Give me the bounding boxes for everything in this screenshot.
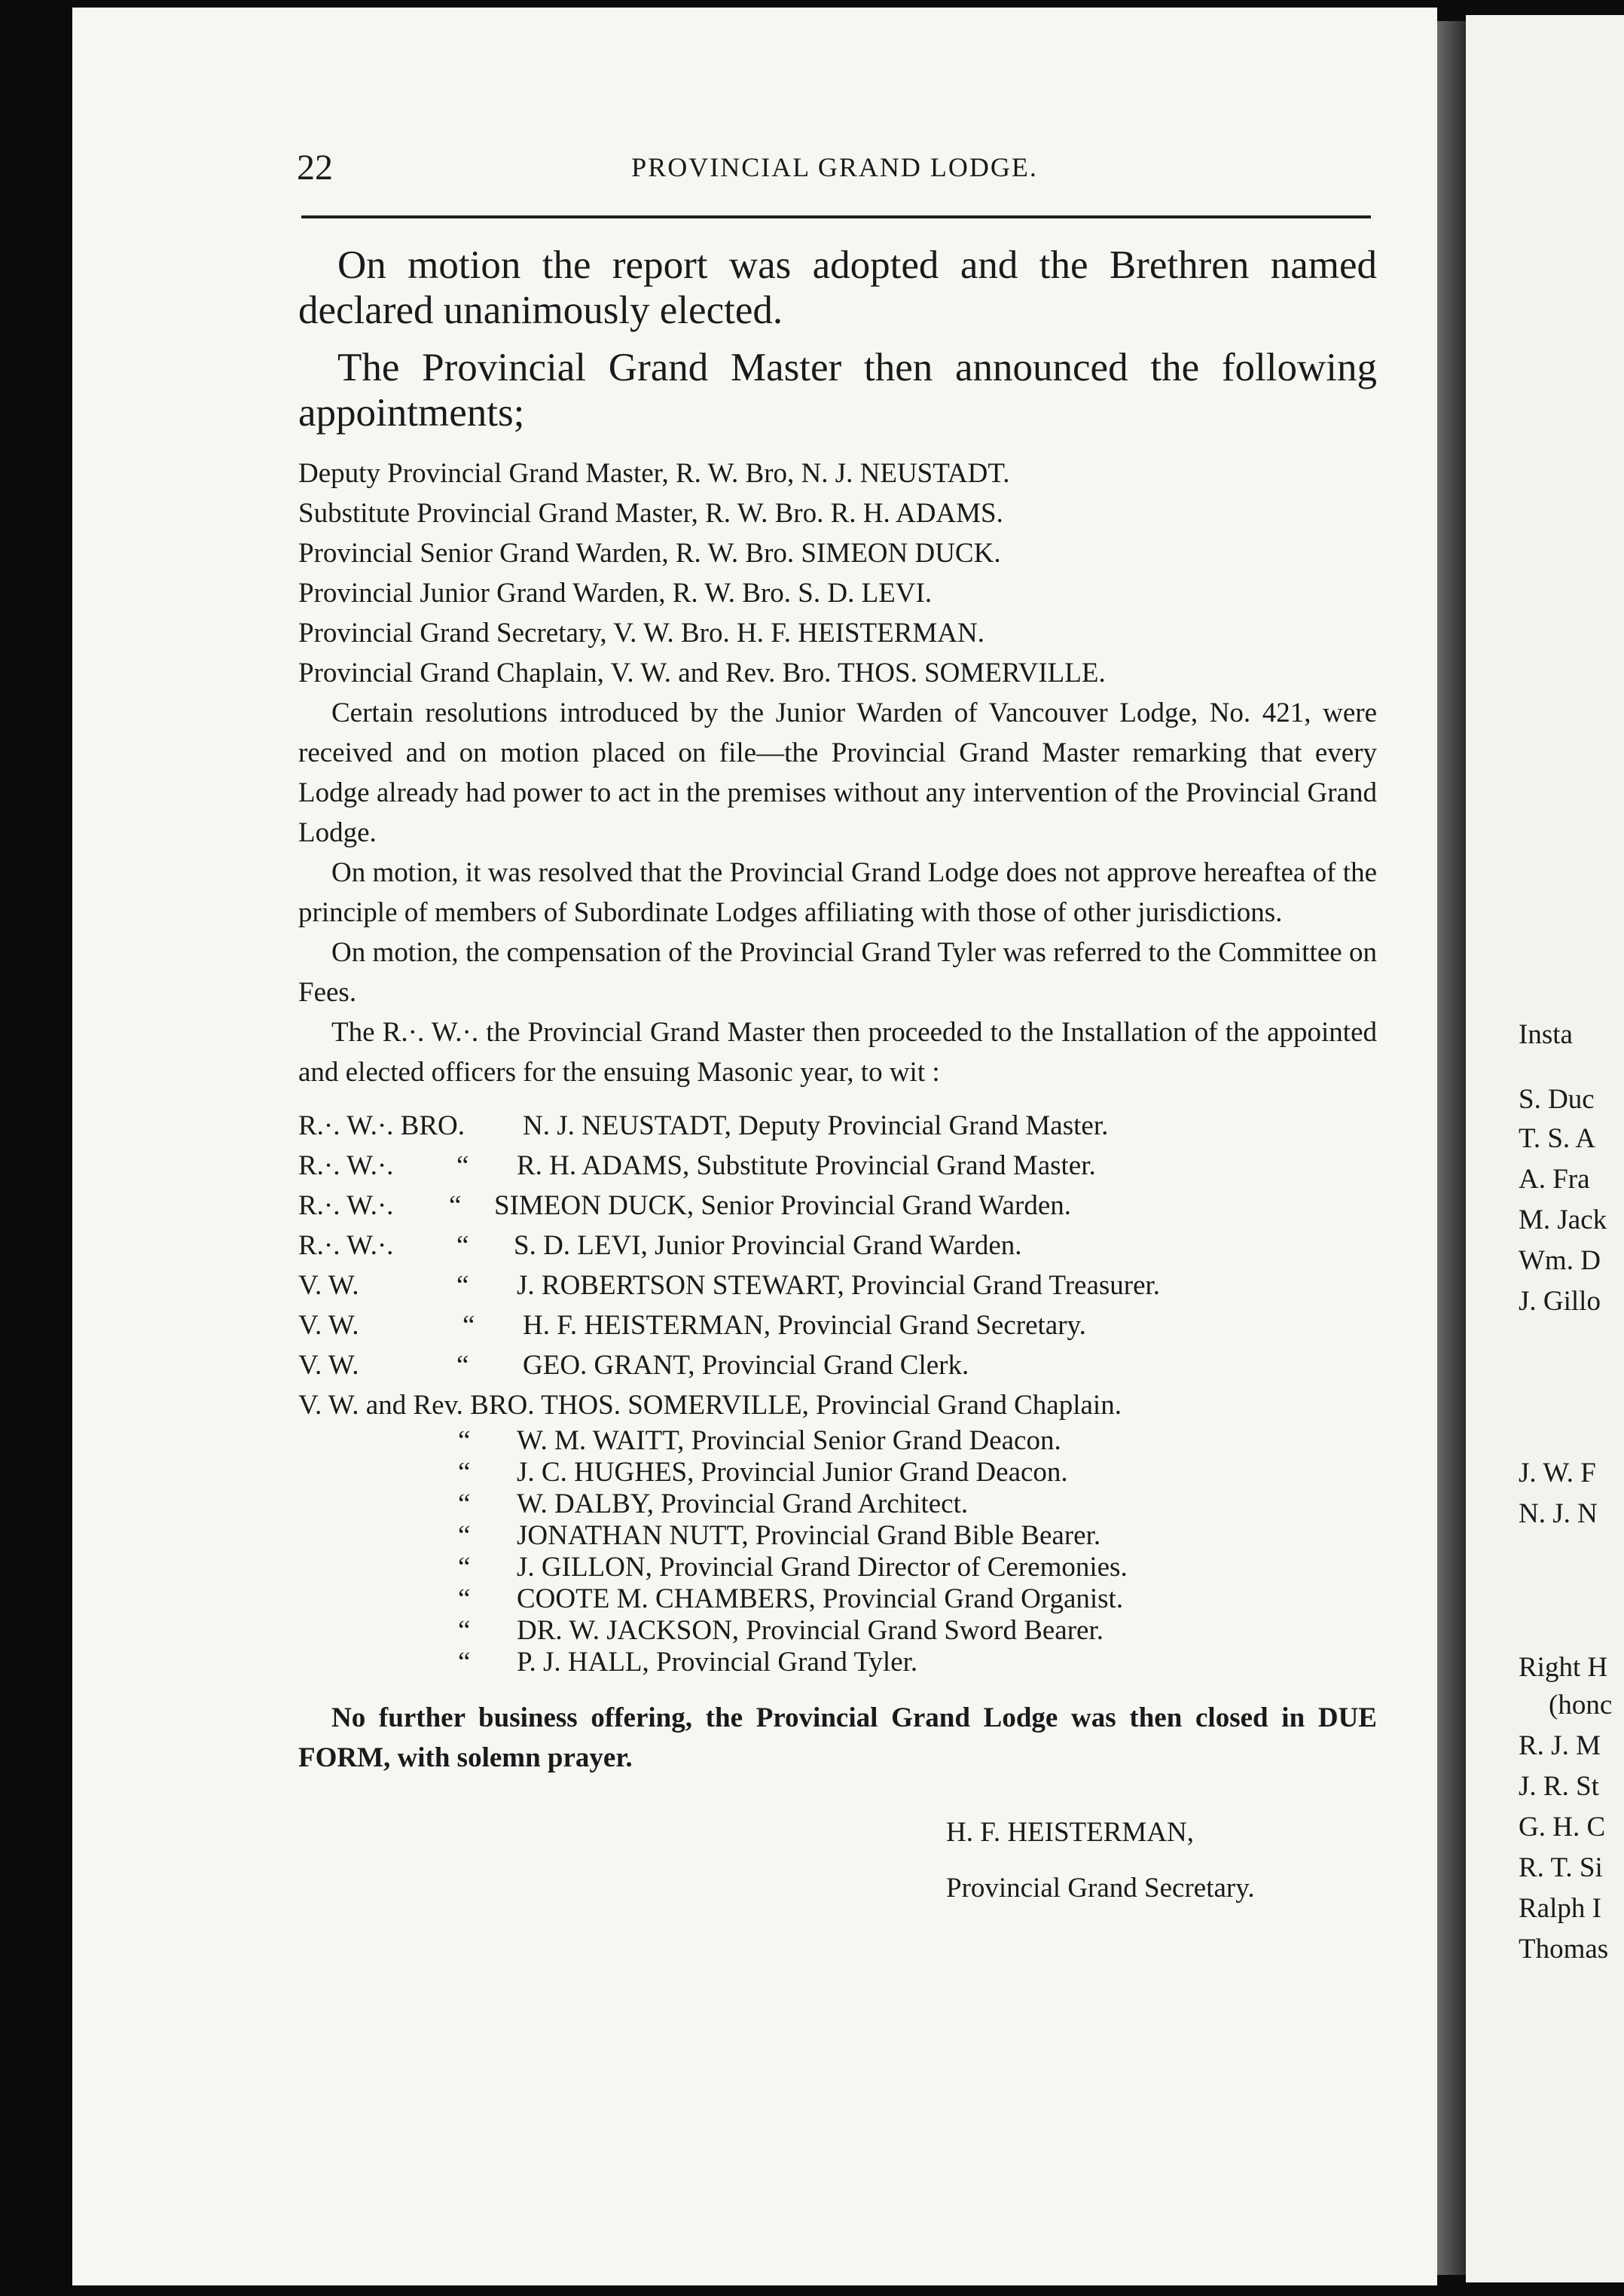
ditto-mark: “ xyxy=(458,1457,471,1488)
right-line: J. Gillo xyxy=(1519,1286,1601,1317)
ditto-mark: “ xyxy=(458,1552,471,1583)
roster-name: J. C. HUGHES, Provincial Junior Grand Deacon. xyxy=(517,1457,1068,1488)
page-header xyxy=(297,147,1372,192)
roster-row xyxy=(298,1146,1377,1186)
page-body xyxy=(298,243,1377,1916)
ditto-mark: “ xyxy=(458,1425,471,1456)
roster-rank: R.·. W.·. BRO. xyxy=(298,1110,466,1141)
appointment-line: Provincial Junior Grand Warden, R. W. Bro. S. D. LEVI. xyxy=(298,578,933,609)
roster-name: JONATHAN NUTT, Provincial Grand Bible Bearer. xyxy=(517,1520,1101,1551)
roster-name: GEO. GRANT, Provincial Grand Clerk. xyxy=(523,1350,969,1381)
header-rule xyxy=(301,215,1371,218)
resolution-paragraph: On motion, the compensation of the Provincial Grand Tyler was referred to the Committee on Fees. xyxy=(298,937,1377,1008)
right-line: R. T. Si xyxy=(1519,1852,1603,1883)
appointment-line: Provincial Grand Chaplain, V. W. and Rev. Bro. THOS. SOMERVILLE. xyxy=(298,658,1106,688)
appointment-line: Provincial Grand Secretary, V. W. Bro. H. F. HEISTERMAN. xyxy=(298,618,984,649)
right-line: Thomas xyxy=(1519,1934,1609,1965)
roster-row xyxy=(298,1520,1377,1552)
right-line: N. J. N xyxy=(1519,1498,1598,1529)
right-line: Wm. D xyxy=(1519,1245,1601,1276)
right-line: A. Fra xyxy=(1519,1164,1590,1195)
roster-row xyxy=(298,1226,1377,1266)
roster-row xyxy=(298,1647,1377,1678)
roster-row xyxy=(298,1425,1377,1457)
roster-name: SIMEON DUCK, Senior Provincial Grand Warden. xyxy=(494,1190,1072,1221)
roster-name: DR. W. JACKSON, Provincial Grand Sword Bearer. xyxy=(517,1615,1104,1646)
right-line: Insta xyxy=(1519,1019,1573,1050)
ditto-mark: “ xyxy=(456,1230,469,1261)
roster-row xyxy=(298,1583,1377,1615)
signature-title: Provincial Grand Secretary. xyxy=(946,1873,1255,1904)
roster-row xyxy=(298,1457,1377,1488)
roster-row xyxy=(298,1488,1377,1520)
running-title: PROVINCIAL GRAND LODGE. xyxy=(631,152,1038,182)
ditto-mark: “ xyxy=(456,1350,469,1381)
roster-chaplain-line: V. W. and Rev. BRO. THOS. SOMERVILLE, Provincial Grand Chaplain. xyxy=(298,1390,1122,1421)
signature-block xyxy=(946,1805,1377,1916)
roster-name: J. GILLON, Provincial Grand Director of Ceremonies. xyxy=(517,1552,1128,1583)
roster-row xyxy=(298,1186,1377,1226)
lead-paragraph: On motion the report was adopted and the Brethren named declared unanimously elected. xyxy=(298,243,1377,332)
right-line: J. R. St xyxy=(1519,1771,1599,1802)
closing-paragraph: No further business offering, the Provincial Grand Lodge was then closed in DUE FORM, with solemn prayer. xyxy=(298,1702,1377,1773)
right-line: (honc xyxy=(1549,1690,1613,1720)
installation-paragraph: The R.·. W.·. the Provincial Grand Master then proceeded to the Installation of the appointed and elected officers for the ensuing Masonic year, to wit : xyxy=(298,1017,1377,1088)
right-line: M. Jack xyxy=(1519,1204,1607,1235)
ditto-mark: “ xyxy=(456,1150,469,1181)
right-line: Right H xyxy=(1519,1652,1608,1683)
roster-name: P. J. HALL, Provincial Grand Tyler. xyxy=(517,1647,918,1678)
right-line: T. S. A xyxy=(1519,1123,1596,1154)
resolution-paragraph: Certain resolutions introduced by the Junior Warden of Vancouver Lodge, No. 421, were received and on motion placed on file—the Provincial Grand Master remarking that every Lodge already had power to act in the premises without any intervention of the Provincial Grand Lodge. xyxy=(298,698,1377,848)
roster-row xyxy=(298,1266,1377,1305)
ditto-mark: “ xyxy=(462,1310,475,1341)
roster-rank: R.·. W.·. xyxy=(298,1150,394,1181)
roster-row xyxy=(298,1106,1377,1146)
roster-rank: V. W. xyxy=(298,1350,359,1381)
appointment-line: Provincial Senior Grand Warden, R. W. Bro. SIMEON DUCK. xyxy=(298,538,1001,569)
ditto-mark: “ xyxy=(458,1615,471,1646)
roster-name: J. ROBERTSON STEWART, Provincial Grand Treasurer. xyxy=(517,1270,1161,1301)
right-page xyxy=(1466,15,1624,2282)
right-line: S. Duc xyxy=(1519,1084,1595,1115)
roster-rank: V. W. xyxy=(298,1310,359,1341)
right-line: G. H. C xyxy=(1519,1812,1606,1843)
roster-name: W. M. WAITT, Provincial Senior Grand Deacon. xyxy=(517,1425,1061,1456)
book-spine xyxy=(1437,21,1466,2275)
ditto-mark: “ xyxy=(456,1270,469,1301)
ditto-mark: “ xyxy=(458,1520,471,1551)
roster-name: COOTE M. CHAMBERS, Provincial Grand Organist. xyxy=(517,1583,1124,1614)
right-line: J. W. F xyxy=(1519,1458,1596,1488)
ditto-mark: “ xyxy=(458,1647,471,1678)
roster-row xyxy=(298,1305,1377,1345)
page-number: 22 xyxy=(297,148,333,188)
ditto-mark: “ xyxy=(449,1190,462,1221)
lead-paragraph: The Provincial Grand Master then announced the following appointments; xyxy=(298,346,1377,435)
roster-row xyxy=(298,1615,1377,1647)
roster-rank: V. W. xyxy=(298,1270,359,1301)
roster-name: W. DALBY, Provincial Grand Architect. xyxy=(517,1488,969,1519)
roster-name: R. H. ADAMS, Substitute Provincial Grand Master. xyxy=(517,1150,1096,1181)
appointment-line: Substitute Provincial Grand Master, R. W. Bro. R. H. ADAMS. xyxy=(298,498,1003,529)
roster-rank: R.·. W.·. xyxy=(298,1230,394,1261)
roster-row xyxy=(298,1552,1377,1583)
roster-name: S. D. LEVI, Junior Provincial Grand Warden. xyxy=(514,1230,1022,1261)
right-line: Ralph I xyxy=(1519,1893,1601,1924)
resolution-paragraph: On motion, it was resolved that the Provincial Grand Lodge does not approve hereaftea of the principle of members of Subordinate Lodges affiliating with those of other jurisdictions. xyxy=(298,857,1377,928)
ditto-mark: “ xyxy=(458,1583,471,1614)
officers-roster xyxy=(298,1106,1377,1678)
appointment-line: Deputy Provincial Grand Master, R. W. Bro, N. J. NEUSTADT. xyxy=(298,458,1010,489)
roster-row xyxy=(298,1345,1377,1385)
roster-row-chaplain xyxy=(298,1385,1377,1425)
right-line: R. J. M xyxy=(1519,1730,1601,1761)
roster-name: N. J. NEUSTADT, Deputy Provincial Grand Master. xyxy=(523,1110,1109,1141)
appointments-list xyxy=(298,453,1377,693)
roster-name: H. F. HEISTERMAN, Provincial Grand Secretary. xyxy=(523,1310,1086,1341)
ditto-mark: “ xyxy=(458,1488,471,1519)
roster-rank: R.·. W.·. xyxy=(298,1190,394,1221)
signature-name: H. F. HEISTERMAN, xyxy=(946,1817,1195,1848)
